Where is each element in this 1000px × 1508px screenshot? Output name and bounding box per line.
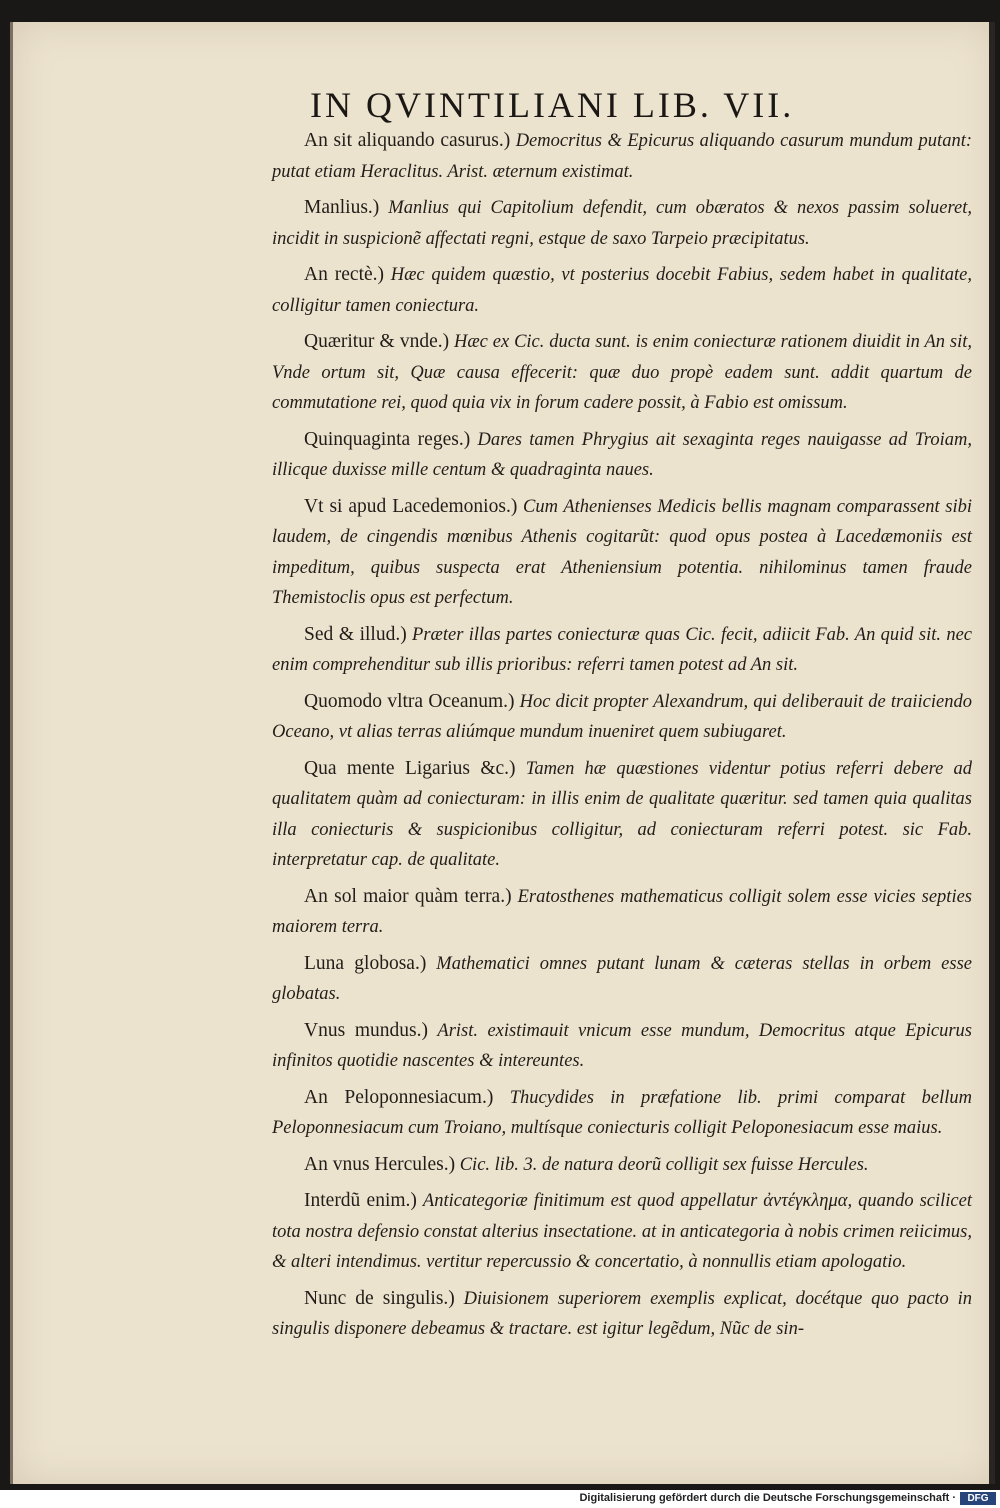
dfg-logo: DFG bbox=[960, 1492, 996, 1505]
gloss: Præter illas partes coniecturæ quas Cic. fecit, adiicit Fab. An quid sit. nec enim comprehenditur sub illis prioribus: referri tamen potest ad An sit. bbox=[272, 624, 972, 675]
lemma: Luna globosa.) bbox=[304, 952, 427, 974]
commentary-entry bbox=[272, 492, 972, 614]
lemma: An sit aliquando casurus.) bbox=[304, 130, 511, 151]
commentary-entry bbox=[272, 425, 972, 486]
commentary-entry bbox=[272, 949, 972, 1010]
gloss: Diuisionem superiorem exemplis explicat, docétque quo pacto in singulis disponere debeamus & tractare. est igitur legẽdum, Nũc de sin- bbox=[272, 1288, 972, 1339]
gloss: Tamen hæ quæstiones videntur potius referri debere ad qualitatem quàm ad coniecturam: in illis enim de qualitate quæritur. sed tamen quia qualitas illa coniecturis & suspicionibus colligitur, ad coniecturam referri potest. sic Fab. interpretatur cap. de qualitate. bbox=[272, 758, 973, 870]
lemma: Nunc de singulis.) bbox=[304, 1287, 455, 1309]
running-head: IN QVINTILIANI LIB. VII. bbox=[310, 85, 795, 125]
lemma: Quinquaginta reges.) bbox=[304, 428, 471, 450]
commentary-entry bbox=[272, 260, 972, 321]
commentary-entry bbox=[272, 1150, 972, 1181]
commentary-entry bbox=[272, 193, 972, 254]
commentary-entry bbox=[272, 882, 972, 943]
commentary-entry bbox=[272, 327, 972, 419]
funding-credit: Digitalisierung gefördert durch die Deutsche Forschungsgemeinschaft · bbox=[579, 1492, 956, 1504]
commentary-entry bbox=[272, 754, 972, 876]
gloss: Hoc dicit propter Alexandrum, qui deliberauit de traiiciendo Oceano, vt alias terras aliúmque mundum inueniret quem subiugaret. bbox=[272, 691, 972, 742]
commentary-entry bbox=[272, 620, 972, 681]
lemma: Qua mente Ligarius &c.) bbox=[304, 757, 516, 779]
gloss: Mathematici omnes putant lunam & cæteras stellas in orbem esse globatas. bbox=[272, 953, 972, 1004]
footer-bar bbox=[0, 1490, 1000, 1508]
lemma: Vt si apud Lacedemonios.) bbox=[304, 495, 518, 517]
commentary-text bbox=[272, 126, 972, 1351]
gloss: Thucydides in præfatione lib. primi comparat bellum Peloponnesiacum cum Troiano, multísque coniecturis colligit Peloponesiacum esse maius. bbox=[272, 1087, 973, 1138]
lemma: An Peloponnesiacum.) bbox=[304, 1086, 494, 1108]
commentary-entry bbox=[272, 1016, 972, 1077]
commentary-entry bbox=[272, 126, 972, 187]
gloss: Hæc quidem quæstio, vt posterius docebit Fabius, sedem habet in qualitate, colligitur tamen coniectura. bbox=[272, 265, 973, 316]
gloss: Cum Athenienses Medicis bellis magnam comparassent sibi laudem, de cingendis mœnibus Athenis cogitarũt: quod opus postea à Lacedæmoniis est impeditum, quibus suspecta erat Atheniensium potentia. nihilominus tamen fraude Themistoclis opus est perfectum. bbox=[272, 496, 973, 608]
commentary-entry bbox=[272, 1083, 972, 1144]
gloss: Anticategoriæ finitimum est quod appellatur ἀντέγκλημα, quando scilicet tota nostra defensio constat alterius insectatione. at in anticategoria à nobis crimen reiicimus, & alteri intendimus. vertitur repercussio & concertatio, à nonnullis etiam apologatio. bbox=[272, 1191, 972, 1272]
gloss: Manlius qui Capitolium defendit, cum obæratos & nexos passim solueret, incidit in suspicionẽ affectati regni, estque de saxo Tarpeio præcipitatus. bbox=[272, 198, 973, 249]
gloss: Arist. existimauit vnicum esse mundum, Democritus atque Epicurus infinitos quotidie nascentes & intereuntes. bbox=[272, 1020, 973, 1071]
lemma: Vnus mundus.) bbox=[304, 1019, 428, 1041]
gloss: Cic. lib. 3. de natura deorũ colligit sex fuisse Hercules. bbox=[459, 1154, 869, 1175]
lemma: Manlius.) bbox=[304, 197, 380, 218]
gloss: Dares tamen Phrygius ait sexaginta reges nauigasse ad Troiam, illicque duxisse mille centum & quadraginta naues. bbox=[272, 429, 972, 480]
lemma: Quæritur & vnde.) bbox=[304, 331, 450, 352]
gloss: Eratosthenes mathematicus colligit solem esse vicies septies maiorem terra. bbox=[272, 886, 972, 937]
lemma: An vnus Hercules.) bbox=[304, 1153, 456, 1175]
lemma: An sol maior quàm terra.) bbox=[304, 885, 512, 907]
commentary-entry bbox=[272, 1284, 972, 1345]
gloss: Hæc ex Cic. ducta sunt. is enim coniecturæ rationem diuidit in An sit, Vnde ortum sit, Quæ causa effecerit: quæ duo propè eadem sunt. addit quartum de commutatione rei, quod quia vix in forum cadere possit, à Fabio est omissum. bbox=[272, 332, 972, 413]
commentary-entry bbox=[272, 687, 972, 748]
gloss: Democritus & Epicurus aliquando casurum mundum putant: putat etiam Heraclitus. Arist. æternum existimat. bbox=[272, 131, 972, 182]
lemma: An rectè.) bbox=[304, 264, 385, 285]
lemma: Interdũ enim.) bbox=[304, 1190, 417, 1211]
page-edge bbox=[989, 22, 995, 1484]
commentary-entry bbox=[272, 1186, 972, 1278]
lemma: Quomodo vltra Oceanum.) bbox=[304, 690, 515, 712]
lemma: Sed & illud.) bbox=[304, 623, 407, 645]
